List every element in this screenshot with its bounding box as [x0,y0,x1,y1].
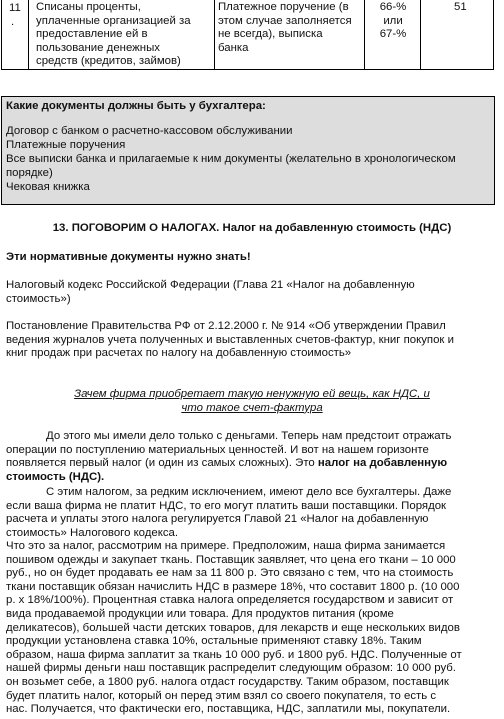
row-code: 51 [454,1,467,13]
must-know-heading: Эти нормативные документы нужно знать! [6,251,251,263]
section-title: 13. ПОГОВОРИМ О НАЛОГАХ. Налог на добавленную стоимость (НДС) [52,222,452,234]
question-heading: Зачем фирма приобретает такую ненужную ей вещь, как НДС, и что такое счет-фактура [74,388,430,414]
row-account: 66-% или 67-% [379,1,407,41]
documents-item: Договор с банком о расчетно-кассовом обслуживании [6,125,293,137]
documents-box [1,96,495,205]
table-divider [214,0,215,70]
normative-doc-2: Постановление Правительства РФ от 2.12.2000 г. № 914 «Об утверждении Правил ведения журналов учета полученных и выставленных счетов-фактур, книг покупок и книг продаж при расчетах по налогу на добавленную стоимость» [6,320,454,360]
documents-item: Платежные поручения [6,139,126,151]
documents-item: порядке) [6,167,53,179]
row-document: Платежное поручение (в этом случае заполняется не всегда), выписка банка [218,1,352,54]
paragraph-3: Что это за налог, рассмотрим на примере. Предположим, наша фирма занимается пошивом одежды и закупает ткань. Поставщик заявляет, что цена его ткани – 10 000 руб., но он будет продавать ее нам за 11 800 р. Это связано с тем, что на стоимость ткани поставщик обязан начислить НДС в размере 18%, что составит 1800 р. (10 000 р. х 18%/100%). Процентная ставка налога определяется государством и зависит от вида продаваемой продукции или товара. Для продуктов питания (кроме деликатесов), большей части детских товаров, для лекарств и еще нескольких видов продукции установлена ставка 10%, остальные применяют ставку 18%. Таким образом, наша фирма заплатит за ткань 10 000 руб. и 1800 руб. НДС. Полученные от нашей фирмы деньги наш поставщик распределит следующим образом: 10 000 руб. он возьмет себе, а 1800 руб. налога отдаст государству. Таким образом, поставщик будет платить налог, который он перед этим взял со своего покупателя, то есть с нас. Получается, что фактически его, поставщика, НДС, заплатили мы, покупатели. [6,540,462,716]
documents-item: Чековая книжка [6,181,90,193]
table-divider [420,0,421,70]
row-number: 11 [9,2,21,14]
paragraph-1: До этого мы имели дело только с деньгами. Теперь нам предстоит отражать операции по поступлению материальных ценностей. И вот на нашем горизонте появляется первый налог (и один из самых сложных). Это налог на добавленную стоимость (НДС). [6,430,486,484]
documents-item: Все выписки банка и прилагаемые к ним документы (желательно в хронологическом [6,153,456,165]
row-description: Списаны проценты, уплаченные организацией за предоставление ей в пользование денежных средств (кредитов, займов) [36,1,191,68]
row-number-dot: . [11,16,15,28]
paragraph-1-line-3: появляется первый налог (и один из самых сложных). Это налог на добавленную [6,457,448,470]
table-border-right [493,0,494,70]
table-border-left [1,0,2,70]
paragraph-2: С этим налогом, за редким исключением, имеют дело все бухгалтеры. Даже если ваша фирма не платит НДС, то его могут платить ваши поставщики. Порядок расчета и уплаты этого налога регулируется Главой 21 «Налог на добавленную стоимость» Налогового кодекса. [6,486,452,539]
documents-heading: Какие документы должны быть у бухгалтера: [6,100,266,112]
table-border-bottom [1,69,494,70]
table-divider [28,0,29,70]
normative-doc-1: Налоговый кодекс Российской Федерации (Глава 21 «Налог на добавленную стоимость») [6,279,415,305]
table-divider [364,0,365,70]
